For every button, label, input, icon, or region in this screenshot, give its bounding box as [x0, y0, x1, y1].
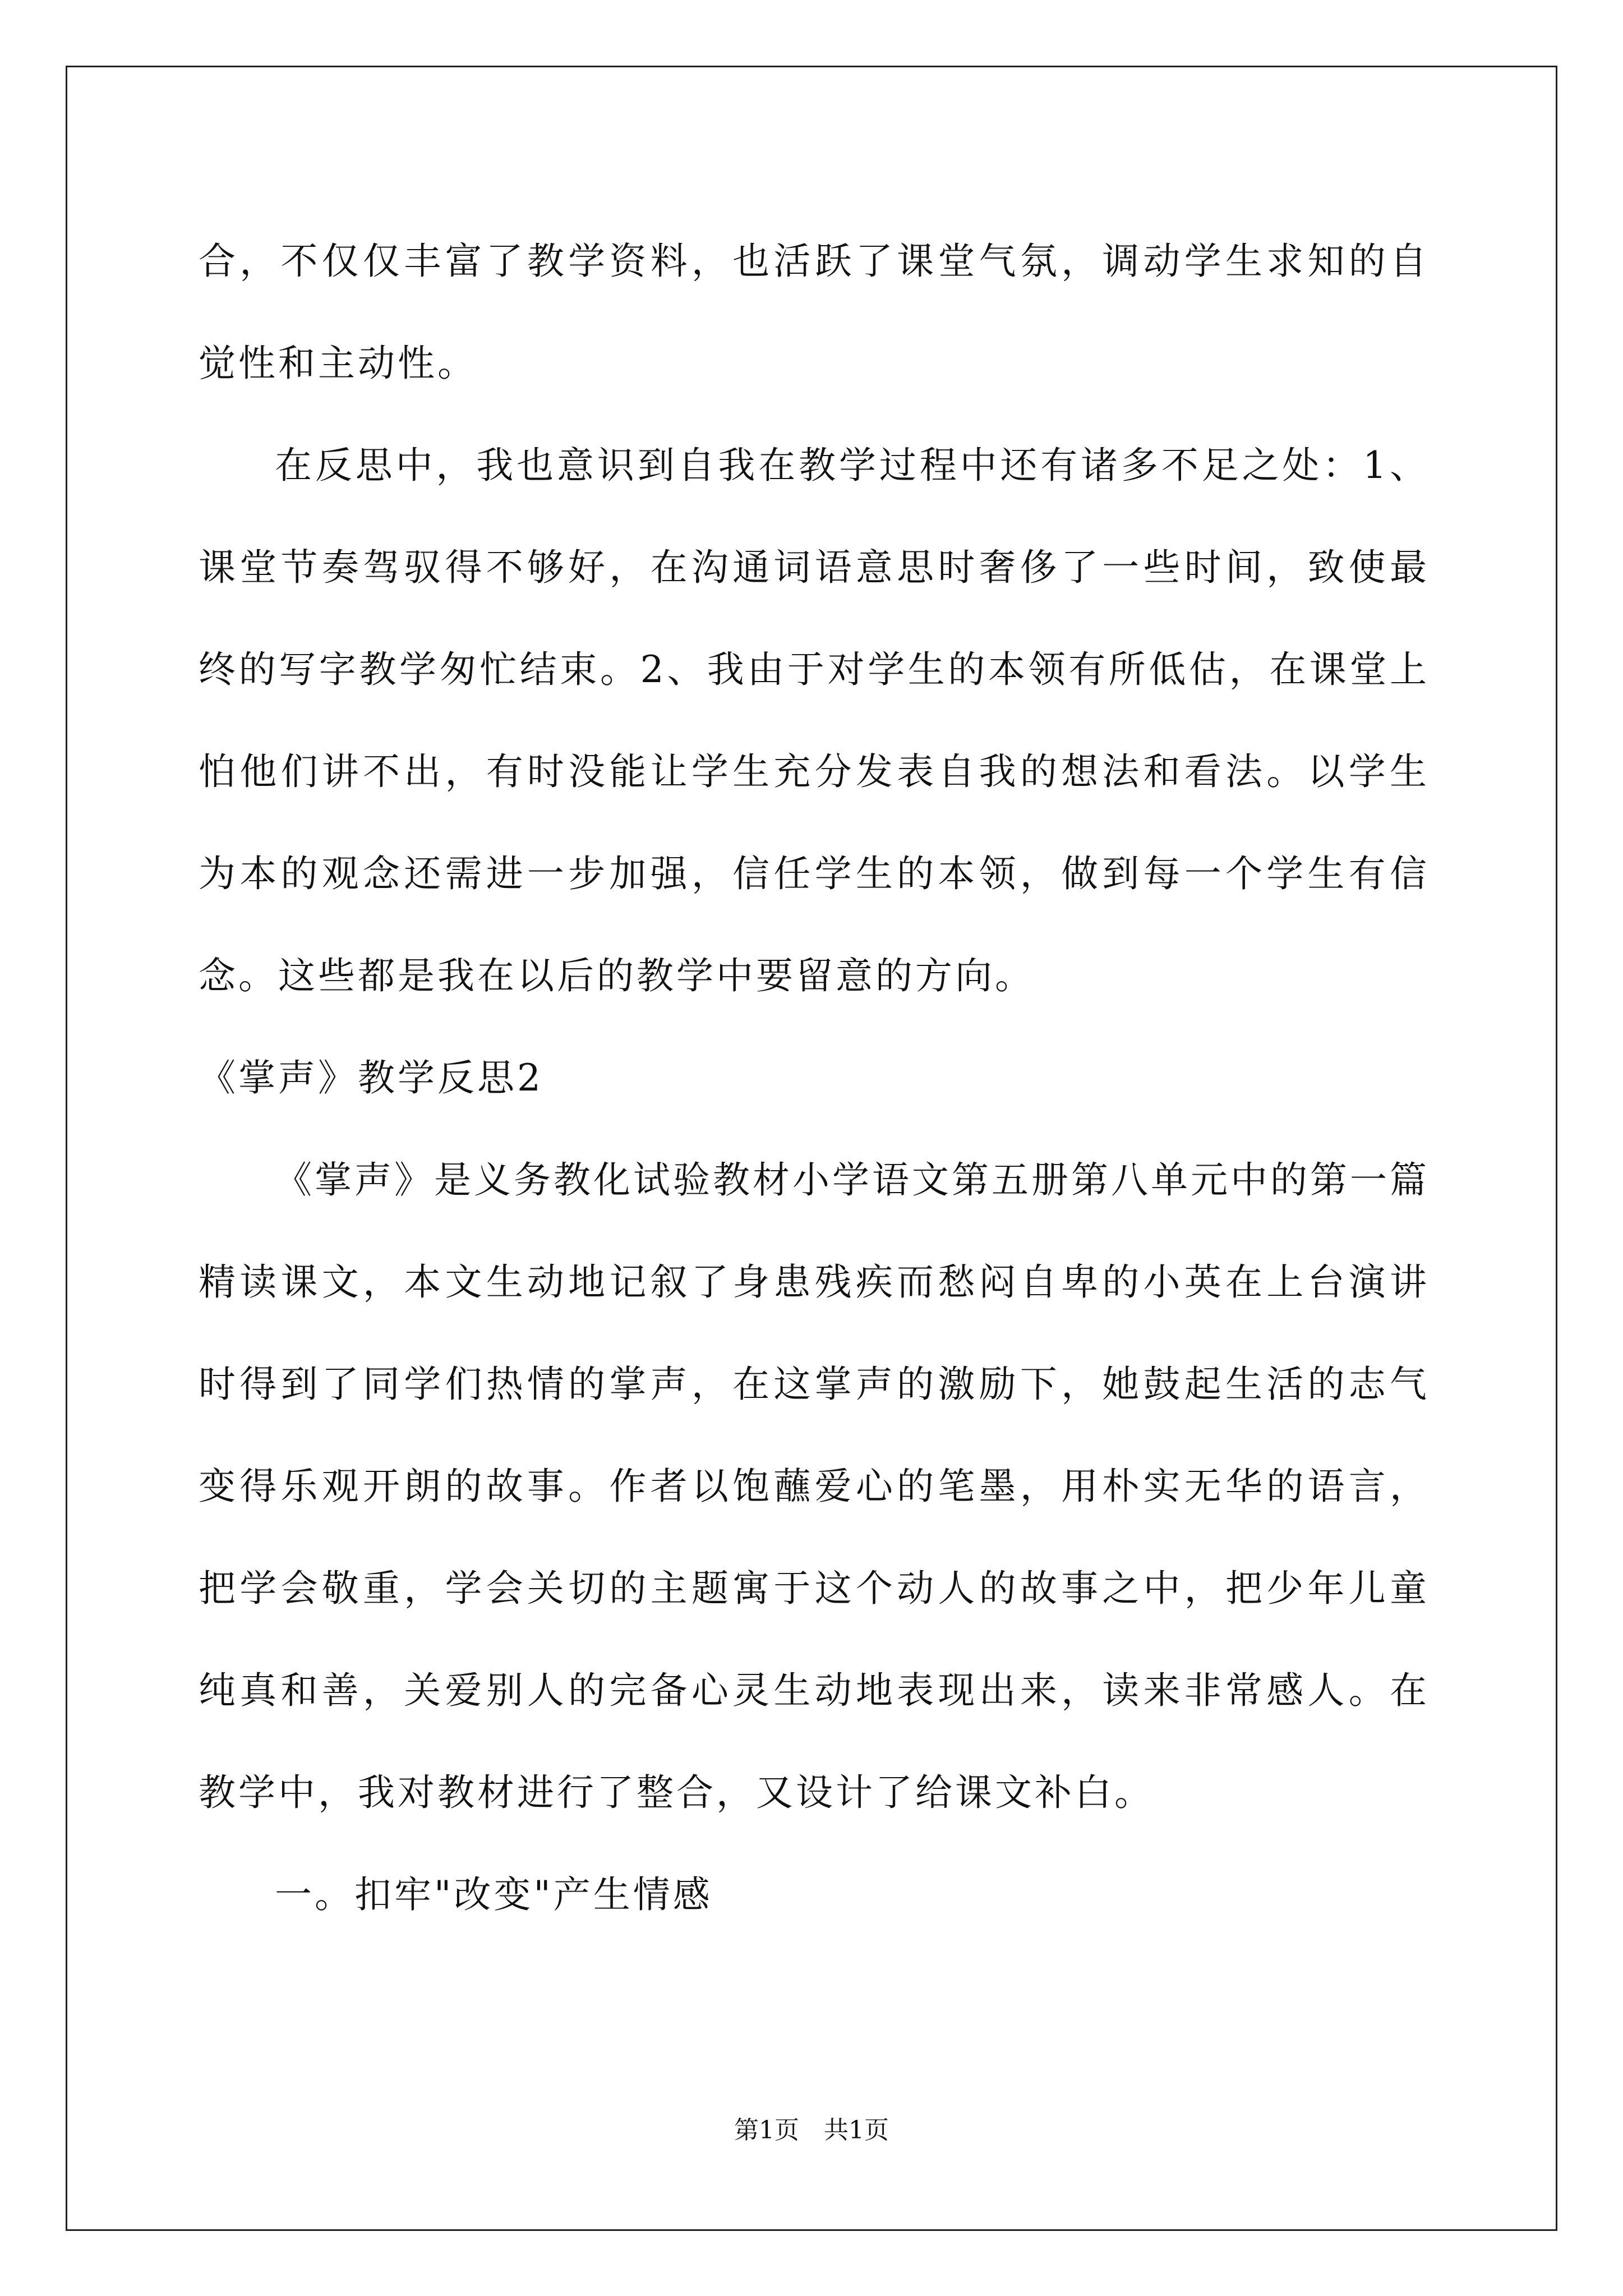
paragraph-2: 在反思中，我也意识到自我在教学过程中还有诸多不足之处：1、课堂节奏驾驭得不够好，在沟通词语意思时奢侈了一些时间，致使最终的写字教学匆忙结束。2、我由于对学生的本领有所低估，在课堂上怕他们讲不出，有时没能让学生充分发表自我的想法和看法。以学生为本的观念还需进一步加强，信任学生的本领，做到每一个学生有信念。这些都是我在以后的教学中要留意的方向。	[199, 444, 1430, 997]
page-total: 共1页	[824, 2116, 889, 2145]
paragraph-4: 一。扣牢"改变"产生情感	[275, 1873, 713, 1916]
paragraph-1: 合，不仅仅丰富了教学资料，也活跃了课堂气氛，调动学生求知的自觉性和主动性。	[199, 240, 1430, 385]
document-body	[199, 210, 1430, 1946]
page-number: 第1页	[734, 2116, 799, 2145]
paragraph-3: 《掌声》是义务教化试验教材小学语文第五册第八单元中的第一篇精读课文，本文生动地记叙了身患残疾而愁闷自卑的小英在上台演讲时得到了同学们热情的掌声，在这掌声的激励下，她鼓起生活的志气变得乐观开朗的故事。作者以饱蘸爱心的笔墨，用朴实无华的语言，把学会敬重，学会关切的主题寓于这个动人的故事之中，把少年儿童纯真和善，关爱别人的完备心灵生动地表现出来，读来非常感人。在教学中，我对教材进行了整合，又设计了给课文补白。	[199, 1158, 1430, 1814]
page-footer	[0, 2114, 1623, 2147]
section-heading: 《掌声》教学反思2	[199, 1056, 543, 1099]
